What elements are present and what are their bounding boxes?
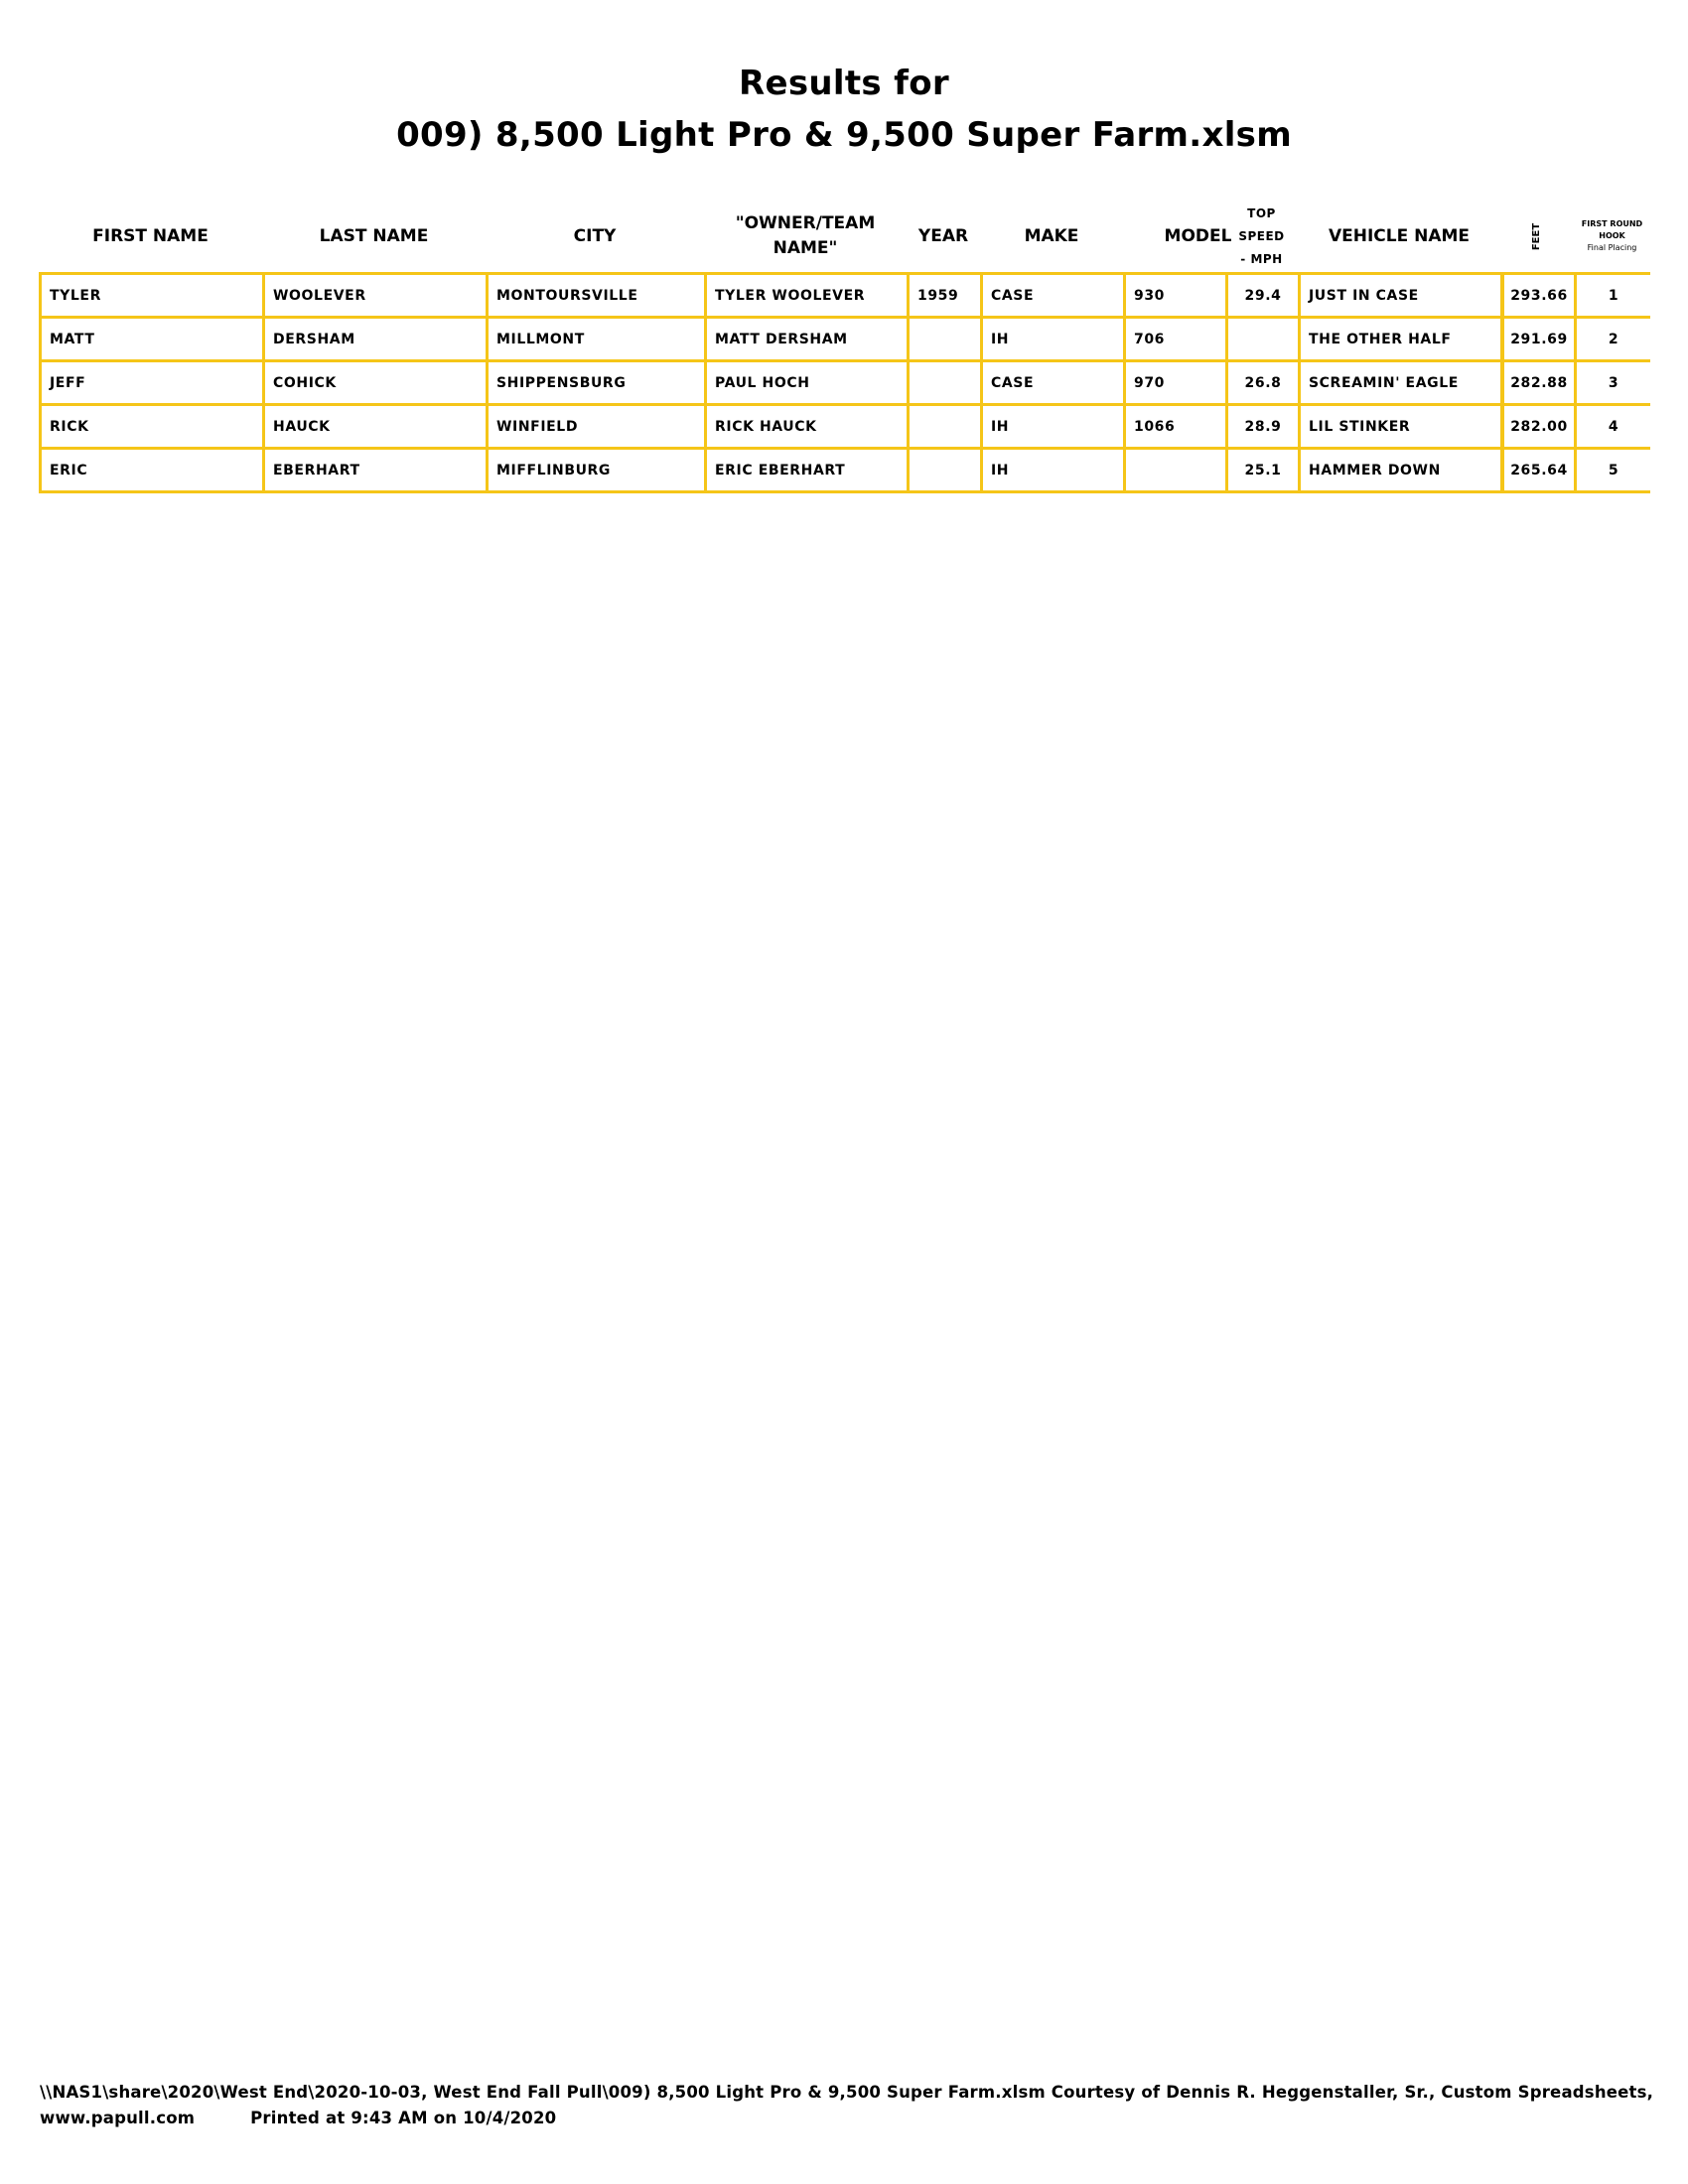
cell-placing: 4	[1574, 406, 1650, 447]
cell-placing: 1	[1574, 275, 1650, 316]
results-table	[39, 272, 1650, 493]
footer-file-path: \\NAS1\share\2020\West End\2020-10-03, West End Fall Pull\009) 8,500 Light Pro & 9,500 Super Farm.xlsm Courtesy of Dennis R. Heggenstaller, Sr., Custom Spreadsheets,	[40, 2083, 1654, 2102]
header-hook-line2: HOOK	[1599, 231, 1625, 240]
cell-last-name: DERSHAM	[262, 319, 486, 359]
cell-top-speed: 25.1	[1225, 450, 1298, 490]
header-year: YEAR	[917, 225, 969, 246]
header-owner-line1: "OWNER/TEAM	[735, 213, 876, 233]
footer-website-link[interactable]: www.papull.com	[40, 2109, 196, 2127]
header-feet	[1500, 199, 1574, 274]
cell-model	[1123, 450, 1225, 490]
cell-feet: 282.88	[1500, 362, 1574, 403]
cell-owner: RICK HAUCK	[704, 406, 907, 447]
cell-owner: ERIC EBERHART	[704, 450, 907, 490]
cell-vehicle-name: JUST IN CASE	[1298, 275, 1500, 316]
cell-owner: MATT DERSHAM	[704, 319, 907, 359]
cell-model: 970	[1123, 362, 1225, 403]
table-row	[39, 272, 1650, 316]
table-row	[39, 359, 1650, 403]
cell-make: IH	[980, 406, 1123, 447]
cell-first-name: RICK	[39, 406, 262, 447]
cell-top-speed: 29.4	[1225, 275, 1298, 316]
header-feet-label: FEET	[1531, 222, 1543, 250]
cell-city: MONTOURSVILLE	[486, 275, 704, 316]
header-owner	[704, 199, 907, 274]
cell-make: CASE	[980, 362, 1123, 403]
footer-printed-timestamp: Printed at 9:43 AM on 10/4/2020	[250, 2109, 557, 2127]
cell-feet: 265.64	[1500, 450, 1574, 490]
cell-top-speed: 26.8	[1225, 362, 1298, 403]
header-first-name: FIRST NAME	[92, 225, 209, 246]
cell-model: 706	[1123, 319, 1225, 359]
header-model: MODEL	[1164, 225, 1232, 246]
cell-year	[907, 406, 980, 447]
page-title: Results for	[739, 64, 949, 103]
cell-placing: 2	[1574, 319, 1650, 359]
header-city: CITY	[573, 225, 617, 246]
header-hook-placing	[1574, 199, 1650, 274]
cell-placing: 5	[1574, 450, 1650, 490]
header-vehicle-name: VEHICLE NAME	[1328, 225, 1471, 246]
header-owner-line2: NAME"	[773, 238, 838, 258]
footer-meta	[40, 2109, 1668, 2127]
cell-city: WINFIELD	[486, 406, 704, 447]
table-row	[39, 447, 1650, 493]
cell-model: 930	[1123, 275, 1225, 316]
header-speed-line2: SPEED	[1238, 228, 1285, 243]
cell-feet: 282.00	[1500, 406, 1574, 447]
cell-last-name: COHICK	[262, 362, 486, 403]
cell-vehicle-name: LIL STINKER	[1298, 406, 1500, 447]
cell-model: 1066	[1123, 406, 1225, 447]
cell-make: IH	[980, 450, 1123, 490]
cell-owner: PAUL HOCH	[704, 362, 907, 403]
cell-top-speed	[1225, 319, 1298, 359]
cell-year	[907, 319, 980, 359]
header-last-name: LAST NAME	[319, 225, 429, 246]
cell-first-name: MATT	[39, 319, 262, 359]
cell-feet: 293.66	[1500, 275, 1574, 316]
cell-year	[907, 450, 980, 490]
header-make: MAKE	[1024, 225, 1079, 246]
table-row	[39, 403, 1650, 447]
header-speed-line3: - MPH	[1240, 251, 1283, 266]
cell-year	[907, 362, 980, 403]
cell-last-name: WOOLEVER	[262, 275, 486, 316]
cell-year: 1959	[907, 275, 980, 316]
cell-vehicle-name: THE OTHER HALF	[1298, 319, 1500, 359]
page-subtitle: 009) 8,500 Light Pro & 9,500 Super Farm.xlsm	[396, 115, 1292, 155]
cell-city: MILLMONT	[486, 319, 704, 359]
cell-first-name: ERIC	[39, 450, 262, 490]
cell-last-name: EBERHART	[262, 450, 486, 490]
cell-vehicle-name: SCREAMIN' EAGLE	[1298, 362, 1500, 403]
cell-city: MIFFLINBURG	[486, 450, 704, 490]
cell-first-name: TYLER	[39, 275, 262, 316]
cell-last-name: HAUCK	[262, 406, 486, 447]
cell-make: CASE	[980, 275, 1123, 316]
cell-top-speed: 28.9	[1225, 406, 1298, 447]
table-row	[39, 316, 1650, 359]
header-hook-line3: Final Placing	[1587, 243, 1637, 252]
cell-city: SHIPPENSBURG	[486, 362, 704, 403]
header-speed-line1: TOP	[1247, 205, 1276, 220]
cell-make: IH	[980, 319, 1123, 359]
cell-owner: TYLER WOOLEVER	[704, 275, 907, 316]
cell-vehicle-name: HAMMER DOWN	[1298, 450, 1500, 490]
cell-feet: 291.69	[1500, 319, 1574, 359]
header-hook-line1: FIRST ROUND	[1581, 219, 1643, 228]
cell-first-name: JEFF	[39, 362, 262, 403]
cell-placing: 3	[1574, 362, 1650, 403]
header-top-speed	[1225, 199, 1298, 274]
